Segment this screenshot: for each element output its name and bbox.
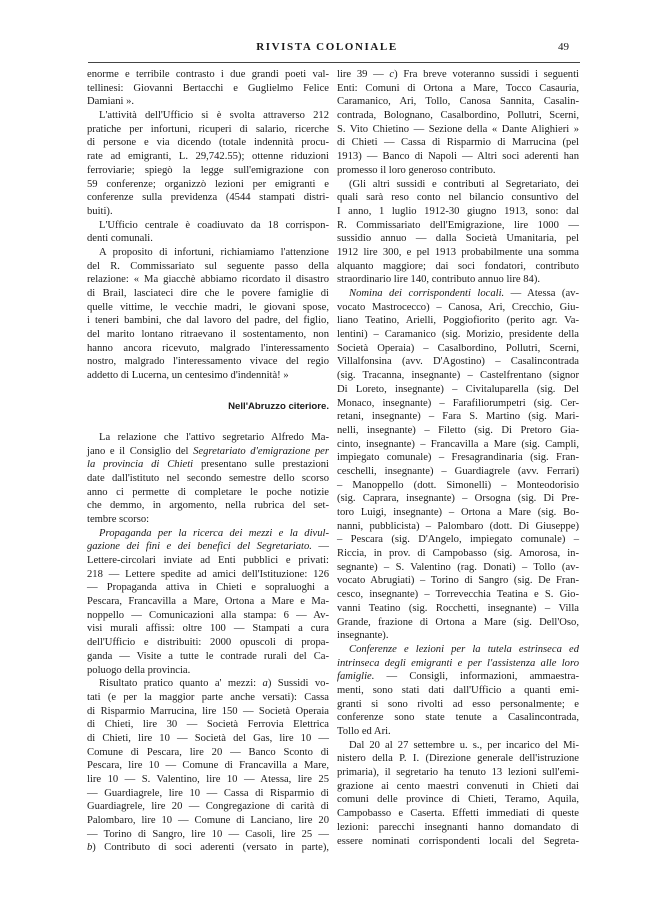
text-line: ceschelli, insegnante) – Guardiagrele (avv. Ferrari) (337, 465, 579, 477)
text-line: tellinesi: Giovanni Bertacchi e Guglielmo Felice (87, 82, 329, 94)
text-line: Di Loreto, insegnante) – Civitaluparella (sig. Del (337, 383, 579, 395)
text-line: (Gli altri sussidi e contributi al Segretariato, dei (349, 178, 579, 190)
text-line: — Guardiagrele, lire 10 — Cassa di Risparmio di (87, 787, 329, 799)
text-line: A proposito di infortuni, richiamiamo l'attenzione (99, 246, 329, 258)
text-line: Comune di Pescara, lire 20 — Banco Sconto di (87, 746, 329, 758)
text-line: quelle vittime, le vecchie madri, le giovani spose, (87, 301, 329, 313)
text-line: hanno ancora ricevuto, malgrado l'interessamento (87, 342, 329, 354)
text-segment: — (311, 541, 329, 553)
header-rule (88, 62, 580, 63)
italic-text: Conferenze e lezioni per la tutela estrinseca ed (349, 643, 579, 655)
text-line: di Brail, lasciateci dire che le povere famiglie di (87, 288, 329, 299)
text-segment: ) Contributo di soci aderenti (versato in parte), (92, 842, 329, 854)
text-line: di Chieti — Cassa di Risparmio di Marrucina (pel (337, 137, 579, 149)
text-line: 59 conferenze; organizzò lezioni per emigranti e (87, 178, 329, 190)
text-line: conferenze sulla previdenza (4544 stampati distri- (87, 192, 329, 204)
text-line: nelli, insegnante) – Filetto (sig. Di Pretoro Gia- (337, 424, 579, 436)
text-line: rate ad emigranti, L. 29,742.55); ottenne riduzioni (87, 151, 329, 163)
paragraph (87, 431, 329, 527)
paragraph (87, 677, 329, 855)
italic-text: Segretariato d'emigrazione per (193, 445, 329, 457)
text-line: tembre scorso: (87, 513, 150, 525)
text-line: 1913) — Banco di Napoli — Altri soci aderenti han (337, 151, 579, 163)
text-line: Tollo ed Ari. (337, 726, 391, 737)
text-line: Grande, frazione di Ortona a Mare (sig. Dell'Oso, (337, 616, 579, 628)
paragraph (87, 68, 329, 109)
italic-text: a (262, 678, 268, 690)
text-line: del marito lontano ritraevano il sostentamento, non (87, 329, 329, 341)
italic-text: b (87, 842, 93, 854)
text-line: – Pescara (sig. D'Angelo, impiegato comunale) – (337, 534, 579, 546)
text-line: denti comunali. (87, 233, 153, 245)
text-line: vocato Abrugiati) – Torino di Sangro (sig. De Fran- (337, 575, 579, 587)
text-line: insegnante). (337, 630, 389, 642)
text-line: Pescara, Francavilla a Mare, Ortona a Mare e Ma- (87, 596, 329, 608)
section-heading: Nell'Abruzzo citeriore. (228, 400, 329, 412)
text-line (87, 445, 329, 459)
text-line: granti si sono rivolti ad esso personalmente; e (337, 698, 579, 710)
text-line: Guardiagrele, lire 20 — Congregazione di carità di (87, 801, 329, 813)
text-line: relazione: « Ma giacchè abbiamo ricordato il disastro (87, 274, 329, 286)
text-segment: — Consigli, informazioni, ammaestra- (374, 671, 579, 683)
text-line: alquanto maggiore; dai soci fondatori, contributo (337, 260, 579, 272)
text-line: Enti: Comuni di Ortona a Mare, Tocco Casauria, (337, 82, 579, 94)
text-line: primaria), il segretario ha tenuto 13 lezioni sull'emi- (337, 767, 579, 779)
text-line: ganda — Visite a tutte le contrade rurali del Ca- (87, 650, 329, 662)
text-segment: ) Fra breve voteranno sussidi i seguenti (394, 69, 579, 80)
italic-text: Nomina dei corrispondenti locali. (349, 288, 505, 299)
text-line: Lettere-circolari inviate ad Enti pubblici e privati: (87, 555, 329, 566)
text-line: S. Vito Chietino — Sezione della « Dante Alighieri » (337, 123, 579, 135)
text-line: Caramanico, Ari, Tollo, Canosa Sannita, Casalin- (337, 96, 579, 108)
text-line: Riccia, in prov. di Campobasso (sig. Amorosa, in- (337, 548, 579, 560)
text-line (337, 657, 579, 671)
text-line (337, 670, 579, 684)
paragraph (87, 246, 329, 383)
text-line: impiegato comunale) – Fresagrandinaria (sig. Fran- (337, 452, 579, 464)
text-line: straordinario lire 140, contributo annuo lire 84). (337, 274, 540, 286)
text-line: di persone e via dicendo (totale indennità procu- (87, 137, 329, 149)
text-line (87, 458, 329, 472)
text-line: Società Operaia) – Casalbordino, Pollutri, Scerni, (337, 342, 579, 354)
text-line (87, 540, 329, 554)
text-line: addetto di Lucerna, un centesimo d'indennità! » (87, 370, 289, 382)
text-line (337, 643, 579, 657)
page-number: 49 (558, 41, 569, 53)
text-line: — Propaganda attiva in Chieti e sopraluoghi a (87, 582, 329, 594)
text-line (337, 68, 579, 82)
text-line: del R. Commissariato sul seguente passo della (87, 260, 329, 272)
text-line: promesso il loro generoso contributo. (337, 164, 496, 176)
text-line: nanni, pubblicista) – Palombaro (dott. Di Giuseppe) (337, 520, 579, 532)
text-line: dell'Ufficio e distribuiti: 2000 opuscoli di propa- (87, 637, 329, 649)
text-line: cinto, insegnante) – Francavilla a Mare (sig. Campli, (337, 438, 579, 450)
text-line: Villalfonsina (avv. D'Agostino) – Casalincontrada (337, 356, 579, 368)
text-line: essere nominati corrispondenti locali del Segreta- (337, 835, 579, 847)
text-line (337, 287, 579, 301)
text-line: noppello — Comunicazioni alla stampa: 6 — Av- (87, 609, 329, 621)
paragraph (337, 739, 579, 849)
text-line: di Chieti, lire 10 — Società del Gas, lire 10 — (87, 732, 329, 744)
text-line: che demmo, in argomento, nella rubrica del set- (87, 500, 329, 512)
text-line: ferroviarie; spiegò la legge sull'emigrazione con (87, 164, 329, 176)
text-line: i teneri bambini, che dal lavoro del padre, del figlio, (87, 315, 329, 327)
text-line (87, 841, 329, 855)
text-line: lezioni: parecchi insegnanti hanno domandato di (337, 821, 579, 833)
text-line: La relazione che l'attivo segretario Alfredo Ma- (99, 431, 329, 443)
text-line (87, 677, 329, 691)
text-line: conferenze sono state tenute a Casalincontrada, (337, 712, 579, 724)
text-line: menti, sono stati dati dall'Ufficio a quanti emi- (337, 684, 579, 696)
text-line: di Chieti, lire 30 — Società Ferrovia Elettrica (87, 719, 329, 731)
text-segment: Risultato pratico quanto a' mezzi: (99, 678, 263, 690)
text-line: (sig. Tracanna, insegnante) – Castelfrentano (signor (337, 370, 579, 382)
text-line: contrada, Bolognano, Casalbordino, Pollutri, Scerni, (337, 110, 579, 122)
italic-text: famiglie. (337, 671, 375, 683)
text-line: retani, insegnante) – Fara S. Martino (sig. Mari- (337, 411, 579, 423)
text-line: toro Luigi, insegnante) – Ortona a Mare (sig. Bo- (337, 507, 579, 518)
paragraph (337, 643, 579, 739)
text-line: L'Ufficio centrale è coadiuvato da 18 corrispon- (99, 219, 329, 231)
text-line: lentini) – Caramanico (sig. Morizio, presidente della (337, 329, 579, 341)
italic-text: la provincia di Chieti (87, 459, 194, 471)
text-line: lire 10 — S. Valentino, lire 10 — Atessa, lire 25 (87, 774, 329, 785)
text-line (87, 527, 329, 541)
text-line: liano Teatino, Arielli, Poggiofiorito (perito agr. Va- (337, 315, 579, 327)
text-line: 1912 lire 300, e pel 1913 probabilmente una somma (337, 246, 579, 258)
text-line: date dall'istituto nel secondo semestre dello scorso (87, 472, 329, 484)
italic-text: intrinseca degli emigranti e per l'assistenza alle loro (337, 657, 579, 669)
text-line: segnante) – S. Valentino (rag. Donati) – Tollo (av- (337, 561, 579, 573)
text-segment: presentano sulle prestazioni (193, 459, 329, 471)
text-line: Damiani ». (87, 96, 135, 108)
paragraph (337, 287, 579, 643)
italic-text: gazione dei fini e dei benefici del Segretariato. (87, 541, 312, 553)
text-line: poluogo della provincia. (87, 664, 191, 676)
running-header-title: RIVISTA COLONIALE (256, 41, 398, 53)
text-line: cesco, insegnante) – Torrevecchia Teatina e S. Gio- (337, 589, 579, 601)
text-line: 218 — Lettere spedite ad amici dell'Istituzione: 126 (87, 568, 329, 580)
text-segment: — Atessa (av- (504, 288, 579, 299)
text-line: enorme e terribile contrasto i due grandi poeti val- (87, 69, 329, 80)
text-line: anno ci permette di completare le poche notizie (87, 486, 329, 498)
italic-text: c (389, 69, 395, 80)
text-line: Pescara, lire 10 — Comune di Francavilla a Mare, (87, 760, 329, 772)
text-segment: ) Sussidi vo- (267, 678, 329, 690)
text-line: vocato Mastrocecco) – Canosa, Ari, Crecchio, Giu- (337, 301, 579, 313)
text-line: buiti). (87, 205, 113, 217)
text-line: L'attività dell'Ufficio si è svolta attraverso 212 (99, 110, 329, 122)
paragraph (87, 109, 329, 219)
text-line: Dal 20 al 27 settembre u. s., per incarico del Mi- (349, 739, 579, 751)
text-line: (sig. Caprara, insegnante) – Orsogna (sig. Di Pre- (337, 493, 579, 505)
text-line: — Torino di Sangro, lire 10 — Casoli, lire 25 — (87, 828, 329, 840)
text-line: Palombaro, lire 10 — Comune di Lanciano, lire 20 (87, 815, 329, 827)
paragraph (87, 219, 329, 246)
text-segment: lire 39 — (337, 69, 390, 80)
text-line: visi murali affissi: oltre 100 — Stampati a cura (87, 623, 329, 635)
right-column (337, 68, 579, 848)
text-line: di Risparmio Marrucina, lire 150 — Società Operaia (87, 705, 329, 717)
text-line: nostro, malgrado l'interessamento vivace del regio (87, 356, 329, 368)
paragraph (337, 178, 579, 288)
italic-text: Propaganda per la ricerca dei mezzi e la divul- (99, 527, 329, 539)
text-line: sussidio annuo — dalla Società Umanitaria, pel (337, 233, 579, 245)
text-line: quali sarà reso conto nel bilancio consuntivo del (337, 192, 579, 204)
paragraph (337, 68, 579, 178)
text-line: Monaco, insegnante) – Farafiliorumpetri (sig. Cer- (337, 397, 579, 409)
text-line: nistero della P. I. (Direzione generale dell'istruzione (337, 753, 579, 765)
text-line: – Manoppello (dott. Simonelli) – Monteodorisio (337, 479, 579, 491)
text-line: tati (e per la maggior parte anche versati): Cassa (87, 691, 329, 703)
text-line: pratiche per infortuni, ricuperi di salario, ricerche (87, 123, 329, 135)
paragraph (87, 527, 329, 678)
text-line: R. Commissariato dell'Emigrazione, lire 1000 — (337, 219, 579, 231)
text-line: Campobasso e Caserta. Effetti immediati di queste (337, 808, 579, 820)
text-line: vanni Teatino (sig. Rocchetti, insegnante) – Villa (337, 602, 579, 614)
text-line: grazione ai cento maestri convenuti in Chieti dai (337, 780, 579, 792)
left-column (87, 68, 329, 855)
text-line: I anno, 1 luglio 1912-30 giugno 1913, sono: dal (337, 205, 579, 217)
text-segment: jano e il Consiglio del (87, 445, 194, 457)
text-line: comuni delle province di Chieti, Teramo, Aquila, (337, 794, 579, 806)
